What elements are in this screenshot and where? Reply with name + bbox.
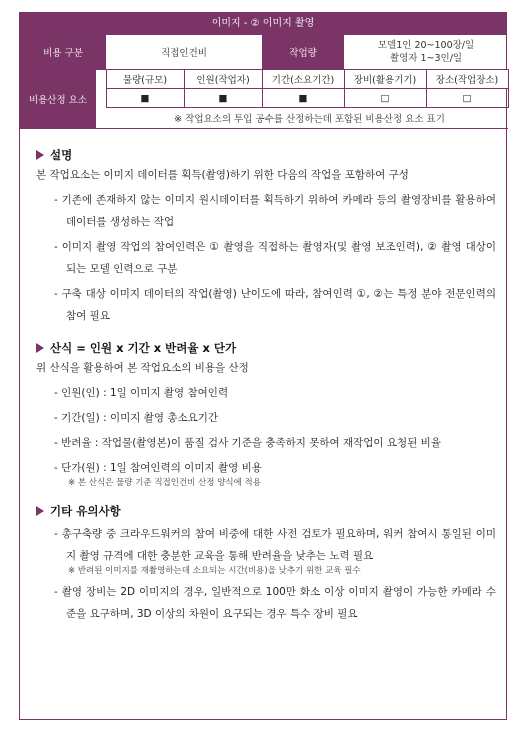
section-description <box>36 146 496 164</box>
notes-bullet-1: - 총구축량 중 크라우드워커의 참여 비중에 대한 사전 검토가 필요하며, 워커 참여시 통일된 이미지 촬영 규격에 대한 충분한 교육을 통해 반려율을 낮추는 노력 필요 <box>54 528 496 562</box>
section-notes <box>36 502 496 520</box>
element-equipment-mark: □ <box>344 89 426 108</box>
workload-line-2: 촬영자 1~3인/일 <box>389 53 463 64</box>
notes-bullet-2: - 촬영 장비는 2D 이미지의 경우, 일반적으로 100만 화소 이상 이미지 촬영이 가능한 카메라 수준을 요구하며, 3D 이상의 차원이 요구되는 경우 특수 장비 필요 <box>54 586 496 620</box>
section-description-title: 설명 <box>50 148 73 162</box>
element-personnel-mark: ■ <box>184 89 262 108</box>
formula-bullet-3: - 반려율 : 작업물(촬영본)이 품질 검사 기준을 충족하지 못하여 재작업이 요청된 비율 <box>54 437 441 449</box>
description-bullet-3: - 구축 대상 이미지 데이터의 작업(촬영) 난이도에 따라, 참여인력 ①, ②는 특정 분야 전문인력의 참여 필요 <box>54 288 496 322</box>
page-title: 이미지 - ② 이미지 촬영 <box>20 13 506 35</box>
formula-bullet-1: - 인원(인) : 1일 이미지 촬영 참여인력 <box>54 387 229 399</box>
workload-label: 작업량 <box>262 35 344 70</box>
formula-note: ※ 본 산식은 물량 기준 직접인건비 산정 양식에 적용 <box>68 478 261 488</box>
cost-info-table <box>20 35 509 129</box>
content-body <box>36 146 496 625</box>
formula-bullet-4: - 단가(원) : 1일 참여인력의 이미지 촬영 비용 <box>54 462 262 474</box>
triangle-bullet-icon <box>36 506 44 516</box>
cost-category-value: 직접인건비 <box>106 35 262 70</box>
section-formula <box>36 339 496 357</box>
cost-elements-label: 비용산정 요소 <box>20 70 96 129</box>
element-period-mark: ■ <box>262 89 344 108</box>
element-personnel: 인원(작업자) <box>184 70 262 89</box>
element-period: 기간(소요기간) <box>262 70 344 89</box>
formula-intro: 위 산식을 활용하여 본 작업요소의 비용을 산정 <box>36 362 249 374</box>
element-quantity: 물량(규모) <box>106 70 184 89</box>
section-notes-title: 기타 유의사항 <box>50 504 121 518</box>
description-bullet-1: - 기존에 존재하지 않는 이미지 원시데이터를 획득하기 위하여 카메라 등의 촬영장비를 활용하여 데이터를 생성하는 작업 <box>54 194 496 228</box>
notes-bullet-1-note: ※ 반려된 이미지를 재촬영하는데 소요되는 시간(비용)을 낮추기 위한 교육 필수 <box>68 566 361 576</box>
element-location: 장소(작업장소) <box>426 70 508 89</box>
elements-note: ※ 작업요소의 투입 공수를 산정하는데 포함된 비용산정 요소 표기 <box>106 108 508 129</box>
triangle-bullet-icon <box>36 150 44 160</box>
element-quantity-mark: ■ <box>106 89 184 108</box>
cost-category-label: 비용 구분 <box>20 35 106 70</box>
triangle-bullet-icon <box>36 343 44 353</box>
formula-bullet-2: - 기간(일) : 이미지 촬영 총소요기간 <box>54 412 219 424</box>
workload-line-1: 모델1인 20~100장/일 <box>377 40 475 51</box>
workload-value <box>344 35 508 70</box>
element-equipment: 장비(활용기기) <box>344 70 426 89</box>
description-intro: 본 작업요소는 이미지 데이터를 획득(촬영)하기 위한 다음의 작업을 포함하여 구성 <box>36 169 409 181</box>
description-bullet-2: - 이미지 촬영 작업의 참여인력은 ① 촬영을 직접하는 촬영자(및 촬영 보조인력), ② 촬영 대상이 되는 모델 인력으로 구분 <box>54 241 496 275</box>
element-location-mark: □ <box>426 89 508 108</box>
section-formula-title: 산식 = 인원 x 기간 x 반려율 x 단가 <box>50 341 237 355</box>
